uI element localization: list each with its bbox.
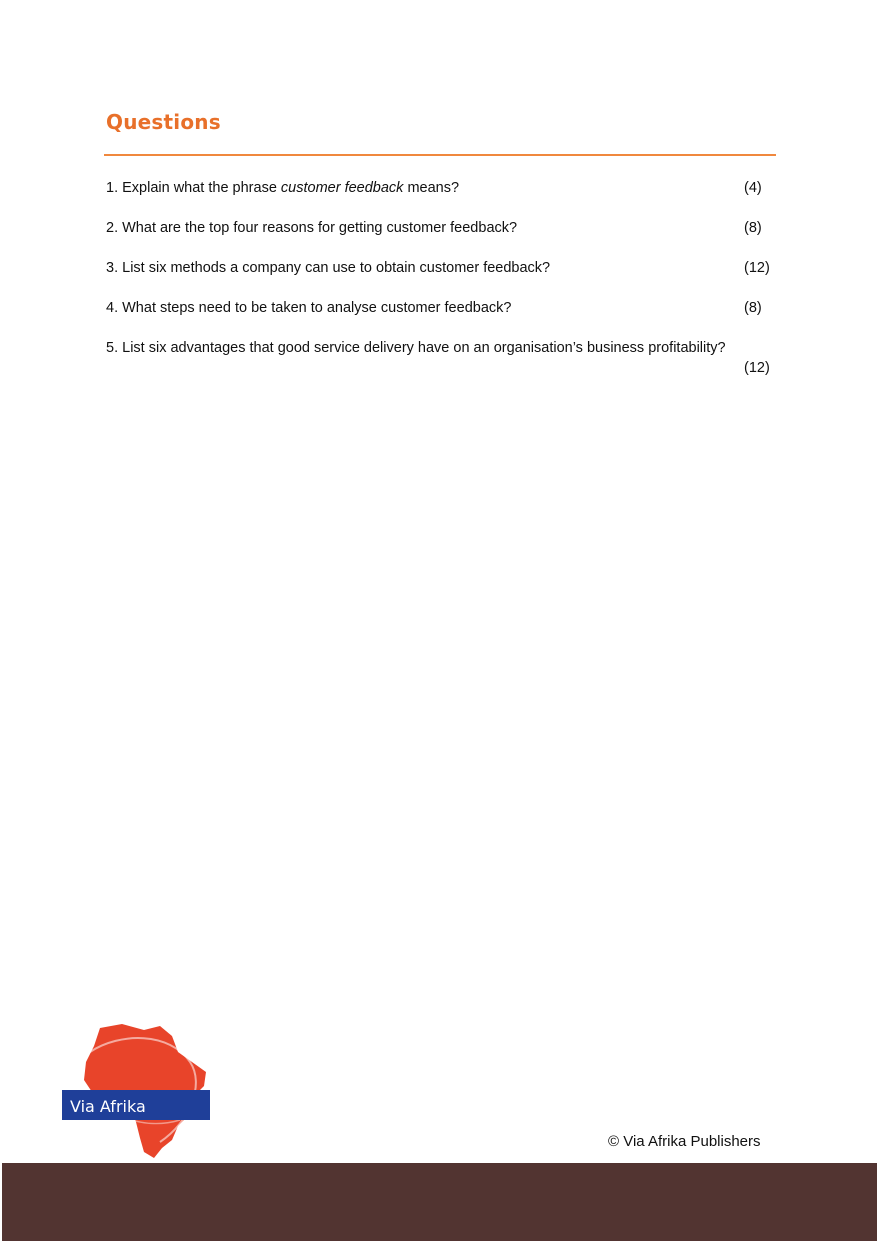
footer-band [2,1163,877,1241]
via-afrika-logo [60,1022,212,1160]
question-text: List six advantages that good service delivery have on an organisation’s business profitability? [122,340,726,356]
heading-divider [104,154,776,156]
copyright-text: © Via Afrika Publishers [608,1133,761,1150]
logo-text: Via Afrika [70,1097,146,1116]
emphasized-phrase: customer feedback [280,180,404,196]
question-marks: (8) [744,220,762,236]
question-item [106,298,774,318]
section-heading: Questions [106,110,221,134]
africa-map-icon [60,1022,212,1160]
question-text: What steps need to be taken to analyse customer feedback? [122,300,512,316]
question-marks: (12) [744,360,770,376]
question-marks: (4) [744,180,762,196]
question-text: List six methods a company can use to obtain customer feedback? [122,260,551,276]
question-number: 2. [106,220,119,236]
question-item: 1. Explain what the phrase customer feedback means? (4) [106,180,762,196]
question-item [106,258,774,278]
question-text: What are the top four reasons for getting customer feedback? [122,220,518,236]
question-number: 1. [106,180,119,196]
question-number: 5. [106,340,119,356]
question-marks: (8) [744,300,762,316]
question-marks: (12) [744,260,770,276]
question-item [106,338,774,378]
question-number: 4. [106,300,119,316]
question-number: 3. [106,260,119,276]
question-list [106,178,774,398]
question-item [106,218,774,238]
